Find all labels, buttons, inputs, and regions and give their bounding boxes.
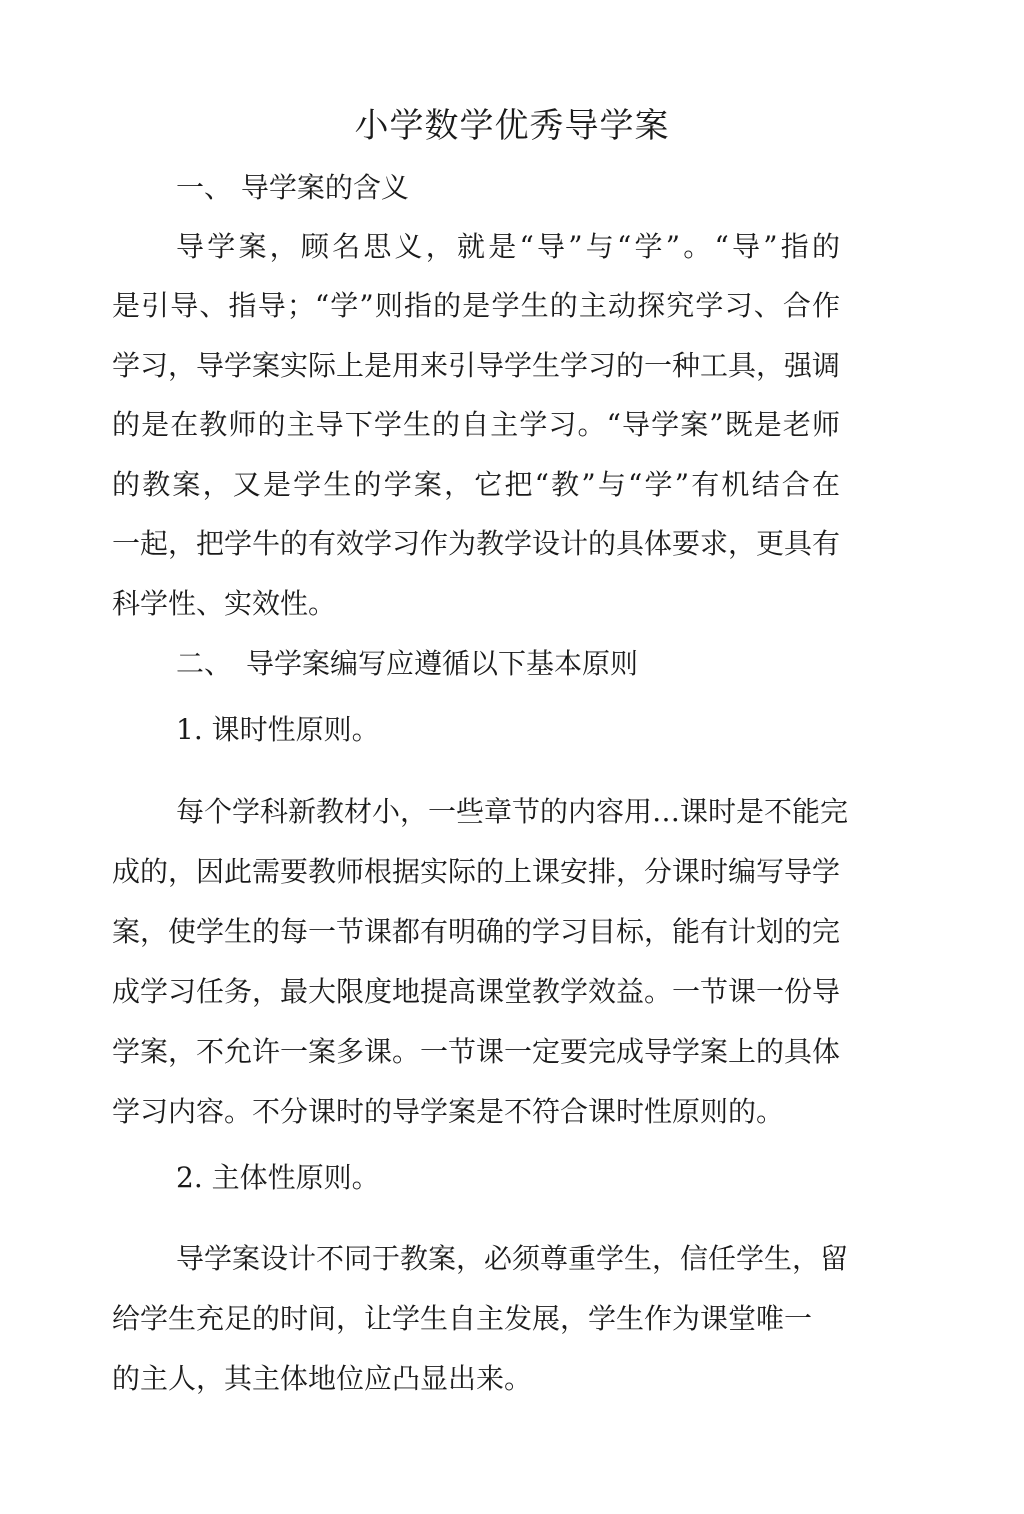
- paragraph-line: 学习，导学案实际上是用来引导学生学习的一种工具，强调: [112, 349, 841, 382]
- paragraph-line: 的是在教师的主导下学生的自主学习。“导学案”既是老师: [112, 408, 840, 441]
- subsection-heading: 1. 课时性原则。: [176, 713, 380, 746]
- paragraph-line: 的教案，又是学生的学案，它把“教”与“学”有机结合在: [112, 468, 840, 501]
- section-heading: 二、 导学案编写应遵循以下基本原则: [176, 647, 639, 680]
- document-title: 小学数学优秀导学案: [354, 106, 670, 146]
- paragraph-line: 每个学科新教材小，一些章节的内容用…课时是不能完: [176, 795, 849, 828]
- paragraph-line: 一起，把学牛的有效学习作为教学设计的具体要求，更具有: [112, 527, 841, 560]
- paragraph-line: 的主人，其主体地位应凸显出来。: [112, 1362, 533, 1395]
- paragraph-line: 学案，不允许一案多课。一节课一定要完成导学案上的具体: [112, 1035, 841, 1068]
- paragraph-line: 是引导、指导；“学”则指的是学生的主动探究学习、合作: [112, 289, 840, 322]
- section-heading: 一、 导学案的含义: [176, 171, 409, 204]
- paragraph-line: 学习内容。不分课时的导学案是不符合课时性原则的。: [112, 1095, 785, 1128]
- paragraph-line: 导学案，顾名思义，就是“导”与“学”。“导”指的: [176, 230, 840, 263]
- paragraph-line: 导学案设计不同于教案，必须尊重学生，信任学生，留: [176, 1242, 849, 1275]
- paragraph-line: 科学性、实效性。: [112, 587, 337, 620]
- paragraph-line: 案，使学生的每一节课都有明确的学习目标，能有计划的完: [112, 915, 841, 948]
- paragraph-line: 成学习任务，最大限度地提高课堂教学效益。一节课一份导: [112, 975, 841, 1008]
- paragraph-line: 成的，因此需要教师根据实际的上课安排，分课时编写导学: [112, 855, 841, 888]
- paragraph-line: 给学生充足的时间，让学生自主发展，学生作为课堂唯一: [112, 1302, 813, 1335]
- subsection-heading: 2. 主体性原则。: [176, 1161, 380, 1194]
